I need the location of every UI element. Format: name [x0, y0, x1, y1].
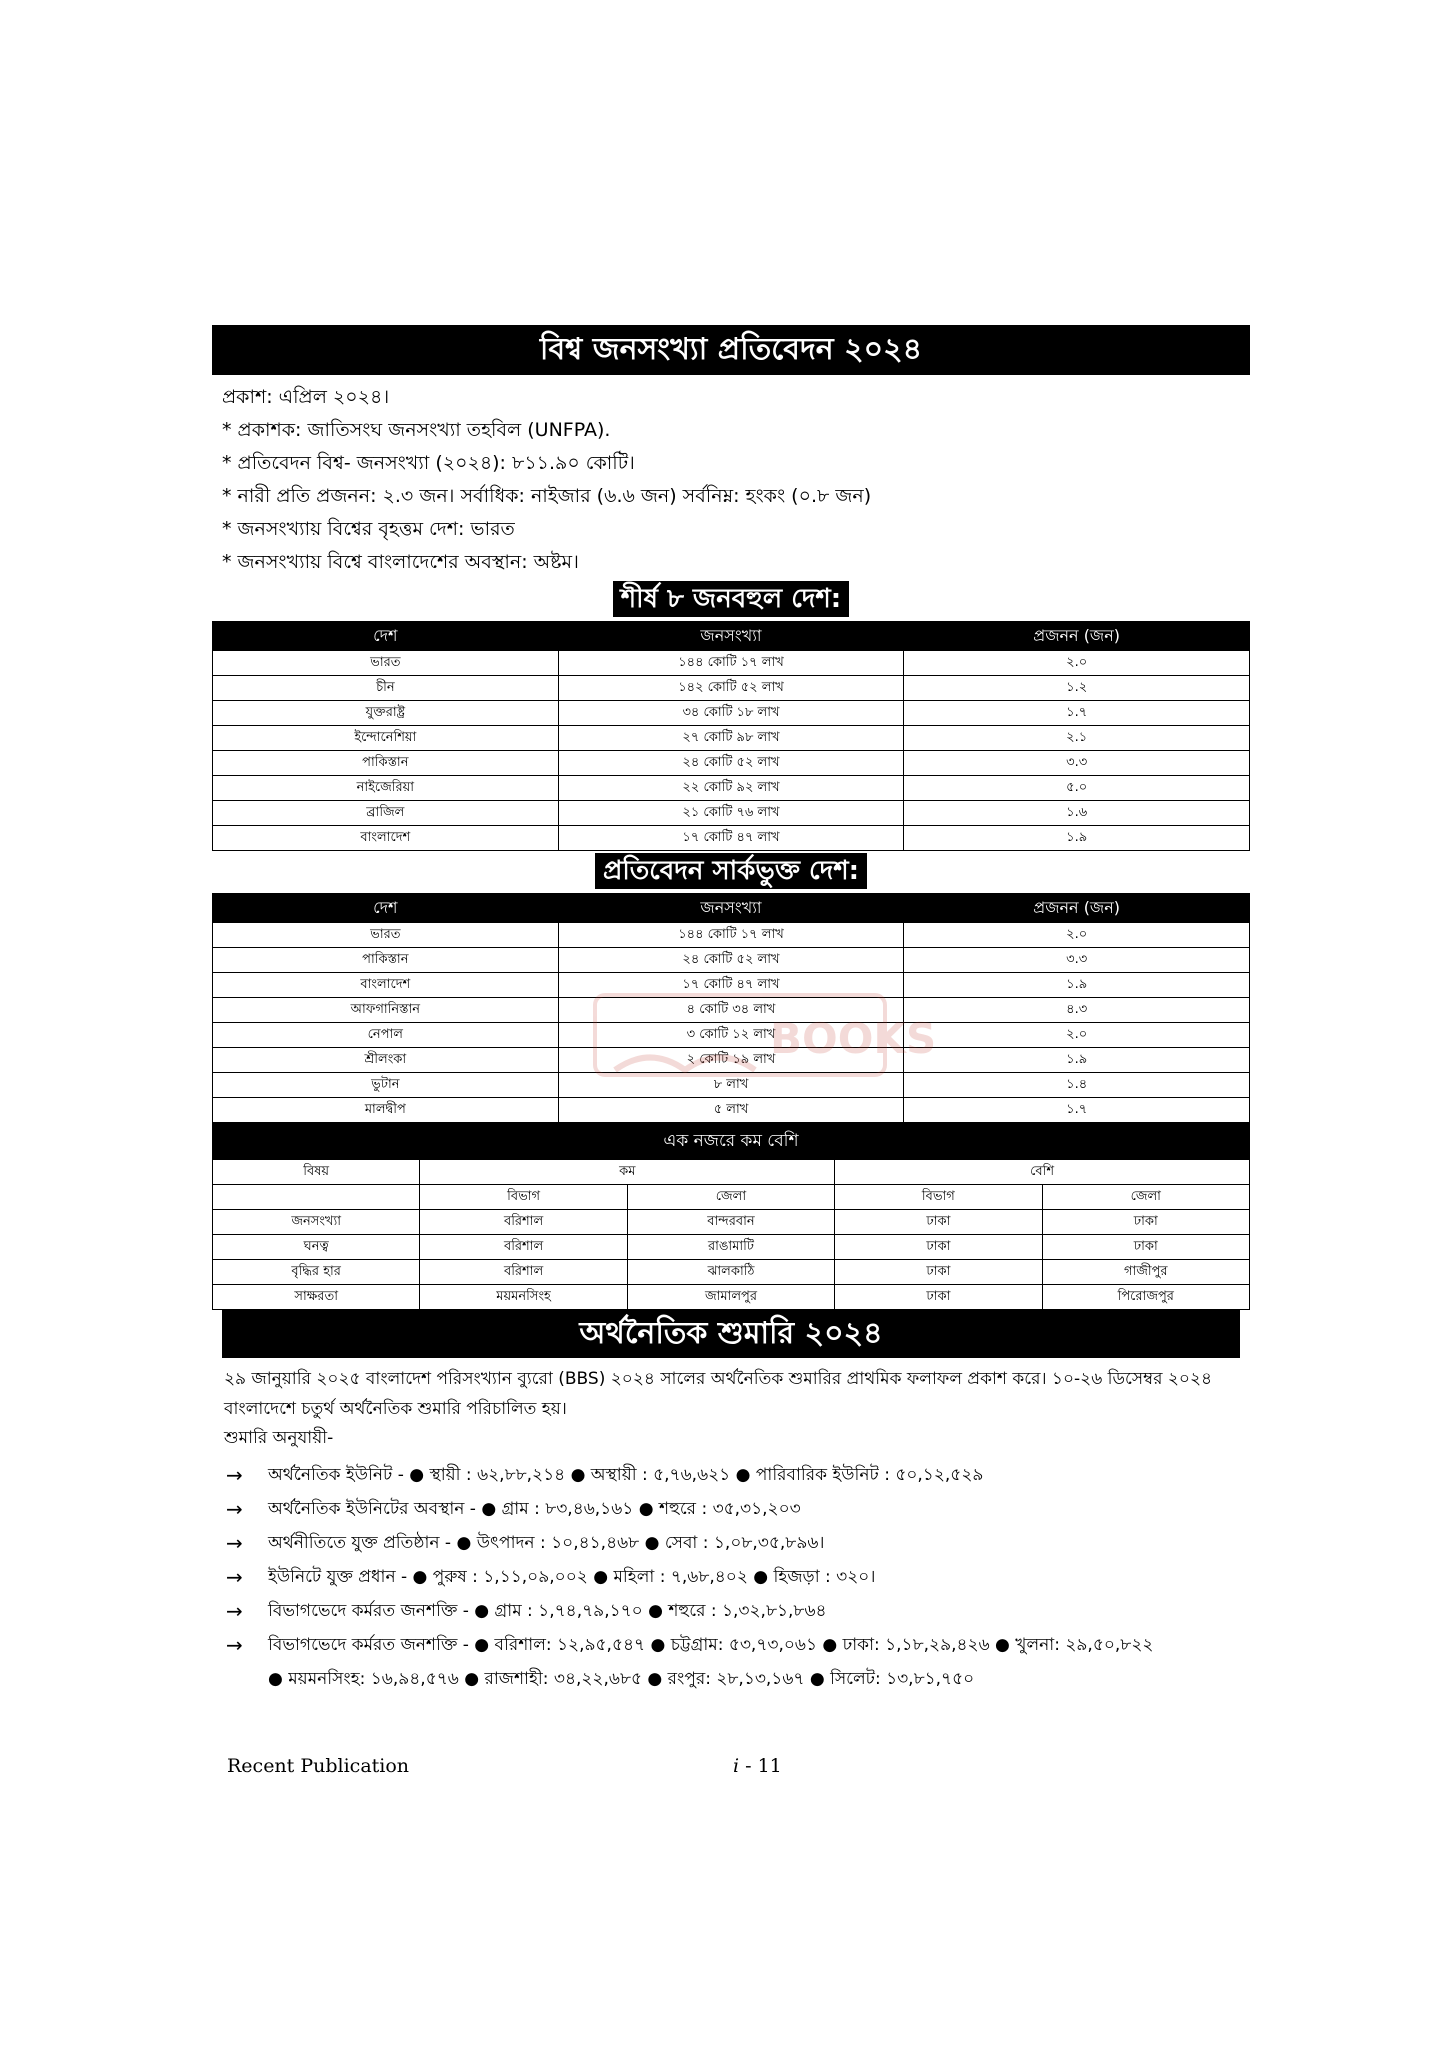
table-cell: ২ কোটি ১৯ লাখ: [558, 1048, 904, 1073]
table-cell: বরিশাল: [420, 1260, 627, 1285]
table-cell: ১৭ কোটি ৪৭ লাখ: [558, 826, 904, 851]
top8-table: [212, 621, 1250, 851]
document-page: [212, 325, 1250, 1696]
top8-heading: শীর্ষ ৮ জনবহুল দেশ:: [613, 581, 849, 617]
table-row: [213, 1098, 1250, 1123]
table-cell: বেশি: [835, 1160, 1250, 1185]
info-line: * নারী প্রতি প্রজনন: ২.৩ জন। সর্বাধিক: নাইজার (৬.৬ জন) সর্বনিম্ন: হংকং (০.৮ জন): [222, 485, 872, 507]
table-cell: ঢাকা: [1042, 1210, 1249, 1235]
column-header: দেশ: [213, 622, 559, 651]
table-cell: চীন: [213, 676, 559, 701]
table-cell: পিরোজপুর: [1042, 1285, 1249, 1310]
table-cell: ১.৯: [904, 973, 1250, 998]
table-row: [213, 1160, 1250, 1185]
column-header: জনসংখ্যা: [558, 894, 904, 923]
table-cell: ১.২: [904, 676, 1250, 701]
glance-title: এক নজরে কম বেশি: [212, 1123, 1250, 1159]
table-cell: জনসংখ্যা: [213, 1210, 420, 1235]
saarc-table: [212, 893, 1250, 1123]
table-row: [213, 973, 1250, 998]
table-cell: ব্রাজিল: [213, 801, 559, 826]
table-cell: ২৭ কোটি ৯৮ লাখ: [558, 726, 904, 751]
table-row: [213, 651, 1250, 676]
table-cell: রাঙামাটি: [627, 1235, 834, 1260]
table-cell: ঢাকা: [835, 1210, 1042, 1235]
table-cell: [213, 1185, 420, 1210]
table-row: [213, 701, 1250, 726]
list-item: [226, 1492, 1250, 1526]
table-cell: ইন্দোনেশিয়া: [213, 726, 559, 751]
list-item-text: বিভাগভেদে কর্মরত জনশক্তি - ● বরিশাল: ১২,৯৫,৫৪৭ ● চট্টগ্রাম: ৫৩,৭৩,০৬১ ● ঢাকা: ১,১৮,২৯,৪২৬ ● খুলনা: ২৯,৫০,৮২২: [268, 1635, 1154, 1655]
table-row: [213, 826, 1250, 851]
table-row: [213, 948, 1250, 973]
table-cell: ঢাকা: [1042, 1235, 1249, 1260]
table-cell: ভারত: [213, 651, 559, 676]
table-cell: ১.৯: [904, 826, 1250, 851]
table-cell: ২৪ কোটি ৫২ লাখ: [558, 948, 904, 973]
table-cell: ৫.০: [904, 776, 1250, 801]
table-cell: নাইজেরিয়া: [213, 776, 559, 801]
table-row: [213, 1235, 1250, 1260]
table-cell: ২১ কোটি ৭৬ লাখ: [558, 801, 904, 826]
table-row: [213, 1023, 1250, 1048]
table-row: [213, 923, 1250, 948]
arrow-icon: →: [226, 1565, 243, 1589]
table-cell: বাংলাদেশ: [213, 826, 559, 851]
table-cell: মালদ্বীপ: [213, 1098, 559, 1123]
table-cell: জেলা: [627, 1185, 834, 1210]
list-item-continuation: ● ময়মনসিংহ: ১৬,৯৪,৫৭৬ ● রাজশাহী: ৩৪,২২,৬৮৫ ● রংপুর: ২৮,১৩,১৬৭ ● সিলেট: ১৩,৮১,৭৫০: [268, 1669, 975, 1689]
info-line: * প্রকাশক: জাতিসংঘ জনসংখ্যা তহবিল (UNFPA).: [222, 419, 611, 441]
table-cell: বৃদ্ধির হার: [213, 1260, 420, 1285]
table-cell: ৩ কোটি ১২ লাখ: [558, 1023, 904, 1048]
table-cell: ৩.৩: [904, 751, 1250, 776]
table-cell: ১.৭: [904, 1098, 1250, 1123]
table-cell: ময়মনসিংহ: [420, 1285, 627, 1310]
table-row: [213, 998, 1250, 1023]
arrow-icon: →: [226, 1633, 243, 1657]
table-row: [213, 1048, 1250, 1073]
table-row: [213, 1185, 1250, 1210]
table-cell: ১.৭: [904, 701, 1250, 726]
table-row: [213, 676, 1250, 701]
table-cell: পাকিস্তান: [213, 948, 559, 973]
list-item: [226, 1560, 1250, 1594]
table-cell: জেলা: [1042, 1185, 1249, 1210]
page-number-value: - 11: [739, 1755, 782, 1777]
info-line: * প্রতিবেদন বিশ্ব- জনসংখ্যা (২০২৪): ৮১১.৯০ কোটি।: [222, 452, 635, 474]
info-line: প্রকাশ: এপ্রিল ২০২৪।: [222, 386, 390, 408]
list-item: [226, 1594, 1250, 1628]
list-item-text: অর্থনৈতিক ইউনিটের অবস্থান - ● গ্রাম : ৮৩,৪৬,১৬১ ● শহুরে : ৩৫,৩১,২০৩: [268, 1499, 801, 1519]
column-header: প্রজনন (জন): [904, 894, 1250, 923]
table-cell: বরিশাল: [420, 1210, 627, 1235]
page-number-prefix: i: [733, 1755, 740, 1777]
list-item: [226, 1526, 1250, 1560]
table-cell: ৮ লাখ: [558, 1073, 904, 1098]
list-item-text: অর্থনীতিতে যুক্ত প্রতিষ্ঠান - ● উৎপাদন : ১০,৪১,৪৬৮ ● সেবা : ১,০৮,৩৫,৮৯৬।: [268, 1533, 825, 1553]
list-item: [226, 1628, 1250, 1662]
table-row: [213, 1285, 1250, 1310]
table-cell: ২৪ কোটি ৫২ লাখ: [558, 751, 904, 776]
table-row: [213, 1073, 1250, 1098]
census-list: [226, 1458, 1250, 1662]
page-number: [733, 1755, 782, 1777]
table-cell: ৩.৩: [904, 948, 1250, 973]
table-cell: জামালপুর: [627, 1285, 834, 1310]
table-cell: ভারত: [213, 923, 559, 948]
table-cell: বরিশাল: [420, 1235, 627, 1260]
table-cell: ঢাকা: [835, 1285, 1042, 1310]
table-cell: ১.৪: [904, 1073, 1250, 1098]
arrow-icon: →: [226, 1531, 243, 1555]
table-cell: শ্রীলংকা: [213, 1048, 559, 1073]
table-cell: ঢাকা: [835, 1235, 1042, 1260]
table-cell: ২.০: [904, 651, 1250, 676]
arrow-icon: →: [226, 1463, 243, 1487]
table-cell: ৪ কোটি ৩৪ লাখ: [558, 998, 904, 1023]
table-cell: সাক্ষরতা: [213, 1285, 420, 1310]
table-cell: বাংলাদেশ: [213, 973, 559, 998]
table-cell: বান্দরবান: [627, 1210, 834, 1235]
table-row: [213, 751, 1250, 776]
table-cell: পাকিস্তান: [213, 751, 559, 776]
census-intro: ২৯ জানুয়ারি ২০২৫ বাংলাদেশ পরিসংখ্যান ব্যুরো (BBS) ২০২৪ সালের অর্থনৈতিক শুমারির প্রাথমিক ফলাফল প্রকাশ করে। ১০-২৬ ডিসেম্বর ২০২৪ বাংলাদেশে চতুর্থ অর্থনৈতিক শুমারি পরিচালিত হয়।: [224, 1369, 1213, 1419]
table-row: [213, 776, 1250, 801]
table-cell: ২.০: [904, 923, 1250, 948]
info-line: * জনসংখ্যায় বিশ্বের বৃহত্তম দেশ: ভারত: [222, 518, 515, 540]
column-header: জনসংখ্যা: [558, 622, 904, 651]
column-header: প্রজনন (জন): [904, 622, 1250, 651]
arrow-icon: →: [226, 1599, 243, 1623]
list-item-text: বিভাগভেদে কর্মরত জনশক্তি - ● গ্রাম : ১,৭৪,৭৯,১৭০ ● শহুরে : ১,৩২,৮১,৮৬৪: [268, 1601, 827, 1621]
table-cell: ১৪৪ কোটি ১৭ লাখ: [558, 651, 904, 676]
table-row: [213, 726, 1250, 751]
glance-table: [212, 1159, 1250, 1310]
census-according: শুমারি অনুযায়ী-: [224, 1428, 334, 1448]
table-cell: গাজীপুর: [1042, 1260, 1249, 1285]
table-cell: ঘনত্ব: [213, 1235, 420, 1260]
table-cell: বিভাগ: [835, 1185, 1042, 1210]
table-cell: ১৭ কোটি ৪৭ লাখ: [558, 973, 904, 998]
table-cell: যুক্তরাষ্ট্র: [213, 701, 559, 726]
table-cell: ২.০: [904, 1023, 1250, 1048]
report-info: [222, 381, 1250, 579]
info-line: * জনসংখ্যায় বিশ্বে বাংলাদেশের অবস্থান: অষ্টম।: [222, 551, 579, 573]
census-title: অর্থনৈতিক শুমারি ২০২৪: [222, 1310, 1240, 1358]
list-item-text: অর্থনৈতিক ইউনিট - ● স্থায়ী : ৬২,৮৮,২১৪ ● অস্থায়ী : ৫,৭৬,৬২১ ● পারিবারিক ইউনিট : ৫০,১২,৫২৯: [268, 1465, 984, 1485]
table-cell: ভুটান: [213, 1073, 559, 1098]
column-header: দেশ: [213, 894, 559, 923]
table-row: [213, 1210, 1250, 1235]
table-cell: ৫ লাখ: [558, 1098, 904, 1123]
report-title: বিশ্ব জনসংখ্যা প্রতিবেদন ২০২৪: [212, 325, 1250, 375]
table-cell: ২.১: [904, 726, 1250, 751]
table-cell: কম: [420, 1160, 835, 1185]
table-row: [213, 1260, 1250, 1285]
table-cell: ঝালকাঠি: [627, 1260, 834, 1285]
table-cell: ১৪২ কোটি ৫২ লাখ: [558, 676, 904, 701]
table-cell: ঢাকা: [835, 1260, 1042, 1285]
table-cell: ২২ কোটি ৯২ লাখ: [558, 776, 904, 801]
table-cell: আফগানিস্তান: [213, 998, 559, 1023]
table-cell: ৩৪ কোটি ১৮ লাখ: [558, 701, 904, 726]
list-item: [226, 1458, 1250, 1492]
footer-publication: Recent Publication: [227, 1755, 410, 1777]
table-row: [213, 801, 1250, 826]
arrow-icon: →: [226, 1497, 243, 1521]
saarc-heading: প্রতিবেদন সার্কভুক্ত দেশ:: [595, 853, 867, 889]
table-cell: নেপাল: [213, 1023, 559, 1048]
table-cell: ১৪৪ কোটি ১৭ লাখ: [558, 923, 904, 948]
table-cell: ১.৯: [904, 1048, 1250, 1073]
list-item-text: ইউনিটে যুক্ত প্রধান - ● পুরুষ : ১,১১,০৯,০০২ ● মহিলা : ৭,৬৮,৪০২ ● হিজড়া : ৩২০।: [268, 1567, 876, 1587]
table-cell: ১.৬: [904, 801, 1250, 826]
table-cell: ৪.৩: [904, 998, 1250, 1023]
watermark-text: BOOKS: [770, 1014, 937, 1063]
table-cell: বিষয়: [213, 1160, 420, 1185]
table-cell: বিভাগ: [420, 1185, 627, 1210]
